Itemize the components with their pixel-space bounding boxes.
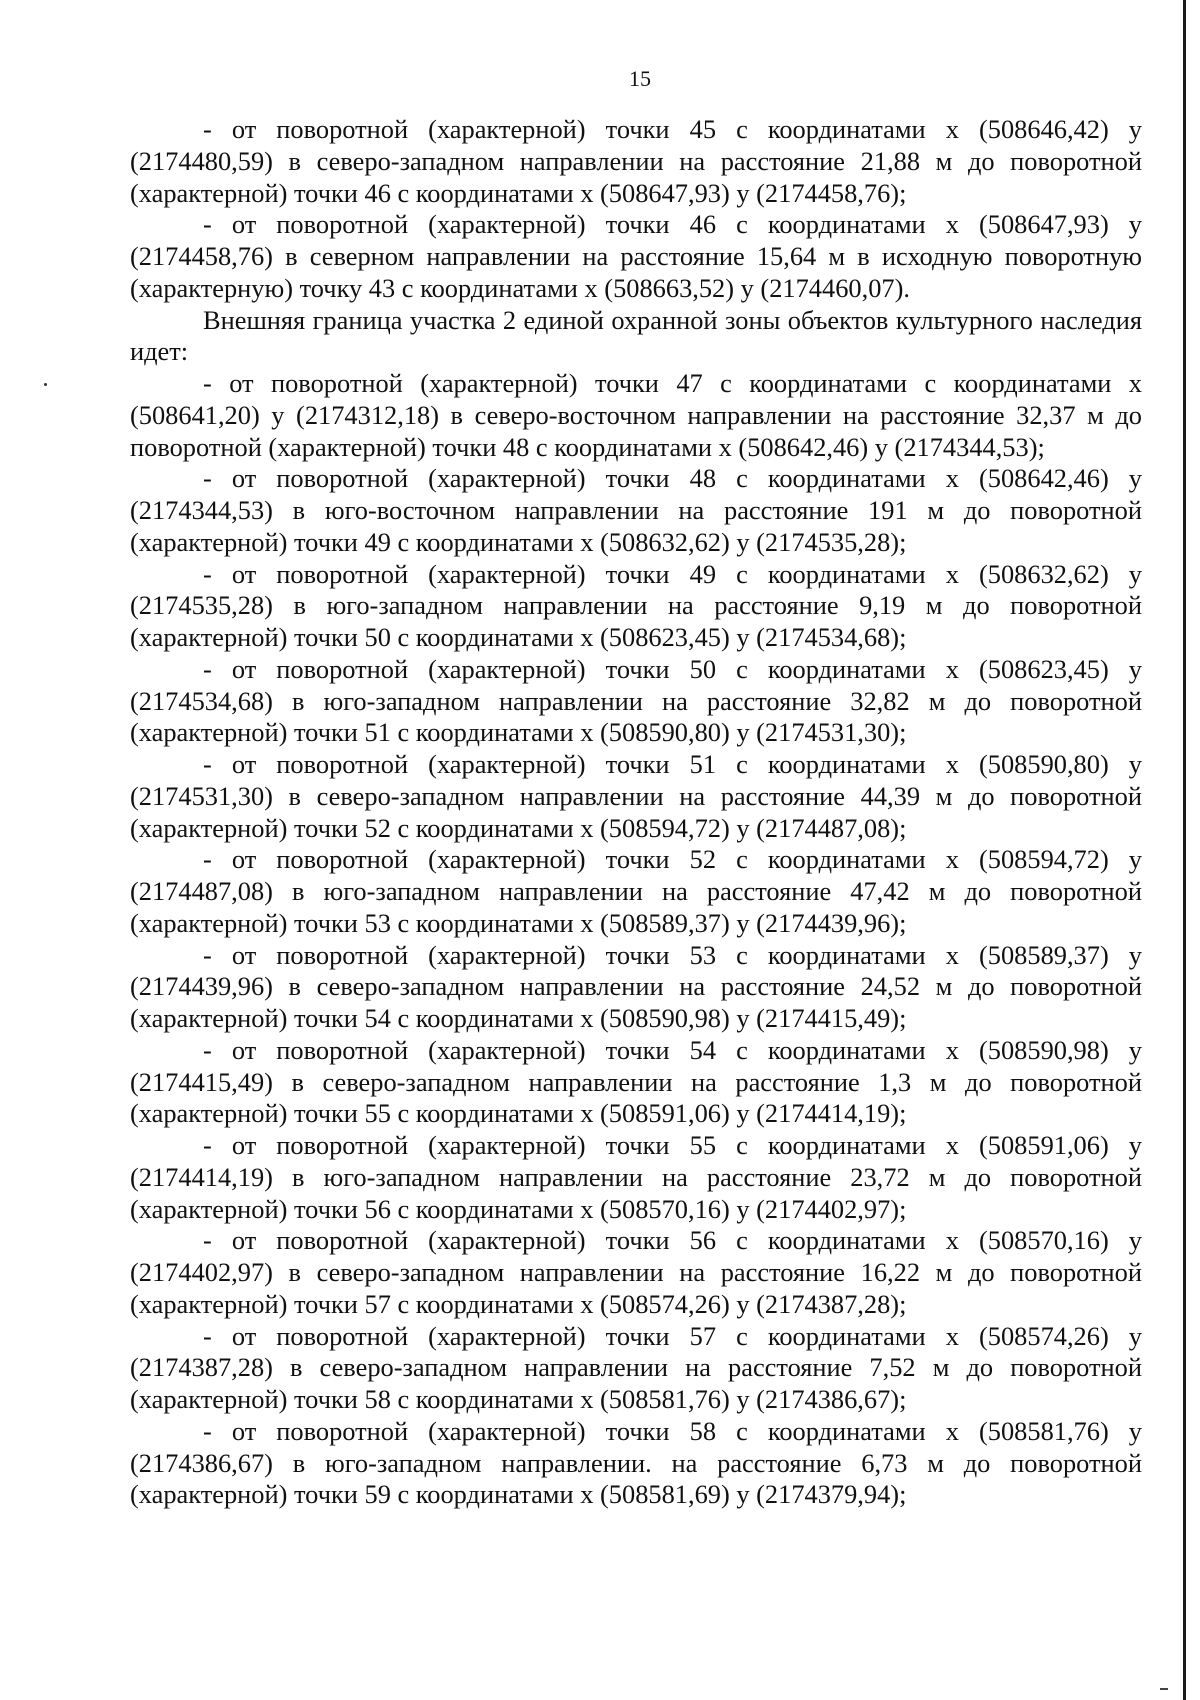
paragraph-point-45: - от поворотной (характерной) точки 45 с координатами х (508646,42) у (2174480,59) в северо-западном направлении на расстояние 21,88 м до поворотной (характерной) точки 46 с координатами х (508647,93) у (2174458,76); [130, 114, 1142, 208]
paragraph-point-57: - от поворотной (характерной) точки 57 с координатами х (508574,26) у (2174387,28) в северо-западном направлении на расстояние 7,52 м до поворотной (характерной) точки 58 с координатами х (508581,76) у (2174386,67); [130, 1320, 1142, 1414]
paragraph-zone-2-heading: Внешняя граница участка 2 единой охранной зоны объектов культурного наследия идет: [130, 304, 1142, 367]
paragraph-point-56: - от поворотной (характерной) точки 56 с координатами х (508570,16) у (2174402,97) в северо-западном направлении на расстояние 16,22 м до поворотной (характерной) точки 57 с координатами х (508574,26) у (2174387,28); [130, 1225, 1142, 1319]
paragraph-point-53: - от поворотной (характерной) точки 53 с координатами х (508589,37) у (2174439,96) в северо-западном направлении на расстояние 24,52 м до поворотной (характерной) точки 54 с координатами х (508590,98) у (2174415,49); [130, 939, 1142, 1033]
paragraph-point-52: - от поворотной (характерной) точки 52 с координатами х (508594,72) у (2174487,08) в юго-западном направлении на расстояние 47,42 м до поворотной (характерной) точки 53 с координатами х (508589,37) у (2174439,96); [130, 844, 1142, 938]
paragraph-point-49: - от поворотной (характерной) точки 49 с координатами х (508632,62) у (2174535,28) в юго-западном направлении на расстояние 9,19 м до поворотной (характерной) точки 50 с координатами х (508623,45) у (2174534,68); [130, 558, 1142, 652]
page-number: 15 [629, 66, 651, 91]
paragraph-point-55: - от поворотной (характерной) точки 55 с координатами х (508591,06) у (2174414,19) в юго-западном направлении на расстояние 23,72 м до поворотной (характерной) точки 56 с координатами х (508570,16) у (2174402,97); [130, 1130, 1142, 1224]
paragraph-point-58: - от поворотной (характерной) точки 58 с координатами х (508581,76) у (2174386,67) в юго-западном направлении. на расстояние 6,73 м до поворотной (характерной) точки 59 с координатами х (508581,69) у (2174379,94); [130, 1415, 1142, 1510]
scan-edge-line [1183, 0, 1186, 1700]
scan-speck [44, 383, 47, 386]
paragraph-point-54: - от поворотной (характерной) точки 54 с координатами х (508590,98) у (2174415,49) в северо-западном направлении на расстояние 1,3 м до поворотной (характерной) точки 55 с координатами х (508591,06) у (2174414,19); [130, 1034, 1142, 1129]
paragraph-point-51: - от поворотной (характерной) точки 51 с координатами х (508590,80) у (2174531,30) в северо-западном направлении на расстояние 44,39 м до поворотной (характерной) точки 52 с координатами х (508594,72) у (2174487,08); [130, 749, 1142, 843]
scan-speck-bottom [1160, 1688, 1168, 1690]
document-body [130, 114, 1142, 1511]
paragraph-point-47: - от поворотной (характерной) точки 47 с координатами с координатами х (508641,20) у (2174312,18) в северо-восточном направлении на расстояние 32,37 м до поворотной (характерной) точки 48 с координатами х (508642,46) у (2174344,53); [130, 368, 1142, 462]
paragraph-point-50: - от поворотной (характерной) точки 50 с координатами х (508623,45) у (2174534,68) в юго-западном направлении на расстояние 32,82 м до поворотной (характерной) точки 51 с координатами х (508590,80) у (2174531,30); [130, 653, 1142, 748]
paragraph-point-46: - от поворотной (характерной) точки 46 с координатами х (508647,93) у (2174458,76) в северном направлении на расстояние 15,64 м в исходную поворотную (характерную) точку 43 с координатами х (508663,52) у (2174460,07). [130, 209, 1142, 303]
paragraph-point-48: - от поворотной (характерной) точки 48 с координатами х (508642,46) у (2174344,53) в юго-восточном направлении на расстояние 191 м до поворотной (характерной) точки 49 с координатами х (508632,62) у (2174535,28); [130, 463, 1142, 557]
